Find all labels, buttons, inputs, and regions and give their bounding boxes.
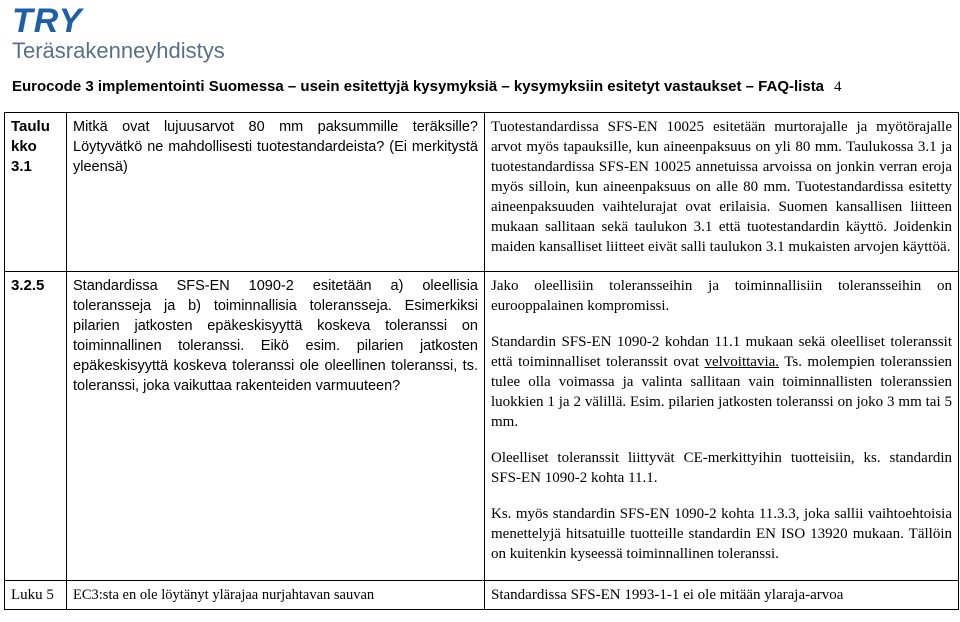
row-reference: Taulu kko 3.1: [5, 113, 67, 272]
question-cell: Mitkä ovat lujuusarvot 80 mm paksummille teräksille? Löytyvätkö ne mahdollisesti tuotestandardeista? (Ei merkitystä yleensä): [67, 113, 485, 272]
table-row: [5, 581, 959, 610]
question-cell: EC3:sta en ole löytänyt ylärajaa nurjahtavan sauvan: [67, 581, 485, 610]
faq-table: [4, 112, 959, 610]
table-row: [5, 272, 959, 581]
answer-text: Ts. molempien toleranssien tulee olla voimassa ja valinta sallitaan vain toiminnallisten toleranssien luokkien 1 ja 2 välillä. Esim. pilarien jatkosten toleranssi on joko 3 mm tai 5 mm.: [491, 354, 953, 430]
answer-cell: [485, 272, 959, 581]
logo-main-text: TRY: [12, 2, 83, 40]
row-reference: 3.2.5: [5, 272, 67, 581]
answer-cell: Standardissa SFS-EN 1993-1-1 ei ole mitään ylaraja-arvoa: [485, 581, 959, 610]
page-number: 4: [834, 79, 842, 95]
question-cell: Standardissa SFS-EN 1090-2 esitetään a) oleellisia toleransseja ja b) toiminnallisia toleransseja. Esimerkiksi pilarien jatkosten epäkeskisyyttä koskeva toleranssi on toiminnallinen toleranssi. Eikö esim. pilarien jatkosten epäkeskisyyttä koskeva toleranssi ole oleellinen toleranssi, ts. toleranssi, joka vaikuttaa rakenteiden varmuuteen?: [67, 272, 485, 581]
answer-text: Standardin SFS-EN 1090-2 kohdan 11.1 mukaan sekä oleelliset toleranssit että toiminnalliset toleranssit ovat: [491, 334, 952, 370]
underlined-text: velvoittavia.: [704, 354, 780, 370]
try-logo: [12, 4, 225, 63]
row-reference: Luku 5: [5, 581, 67, 610]
answer-paragraph: Ks. myös standardin SFS-EN 1090-2 kohta 11.3.3, joka sallii vaihtoehtoisia menettelyjä hitsatuille tuotteille standardin EN ISO 13920 mukaan. Tällöin on kuitenkin kyseessä toiminnallinen toleranssi.: [491, 506, 952, 562]
answer-cell: Tuotestandardissa SFS-EN 10025 esitetään murtorajalle ja myötörajalle arvot myös tapauksille, kun aineenpaksuus on yli 80 mm. Taulukossa 3.1 ja tuotestandardissa SFS-EN 10025 annetuissa arvoissa on jonkin verran eroja myös silloin, kun aineenpaksuus on alle 80 mm. Tuotestandardissa esitetty aineenpaksuuden vaihtelurajat ovat erilaisia. Suomen kansallisen liitteen mukaan sallitaan sekä taulukon 3.1 että tuotestandardin käyttö. Joidenkin maiden kansalliset liitteet eivät salli taulukon 3.1 mukaisten arvojen käyttöä.: [485, 113, 959, 272]
logo-sub-text: Teräsrakenneyhdistys: [12, 38, 225, 63]
answer-paragraph: [491, 332, 952, 432]
table-row: [5, 113, 959, 272]
document-title: Eurocode 3 implementointi Suomessa – usein esitettyjä kysymyksiä – kysymyksiin esitetyt vastaukset – FAQ-lista: [12, 78, 825, 95]
answer-paragraph: Oleelliset toleranssit liittyvät CE-merkittyihin tuotteisiin, ks. standardin SFS-EN 1090-2 kohta 11.1.: [491, 450, 952, 486]
answer-paragraph: Jako oleellisiin toleransseihin ja toiminnallisiin toleransseihin on eurooppalainen kompromissi.: [491, 278, 952, 314]
